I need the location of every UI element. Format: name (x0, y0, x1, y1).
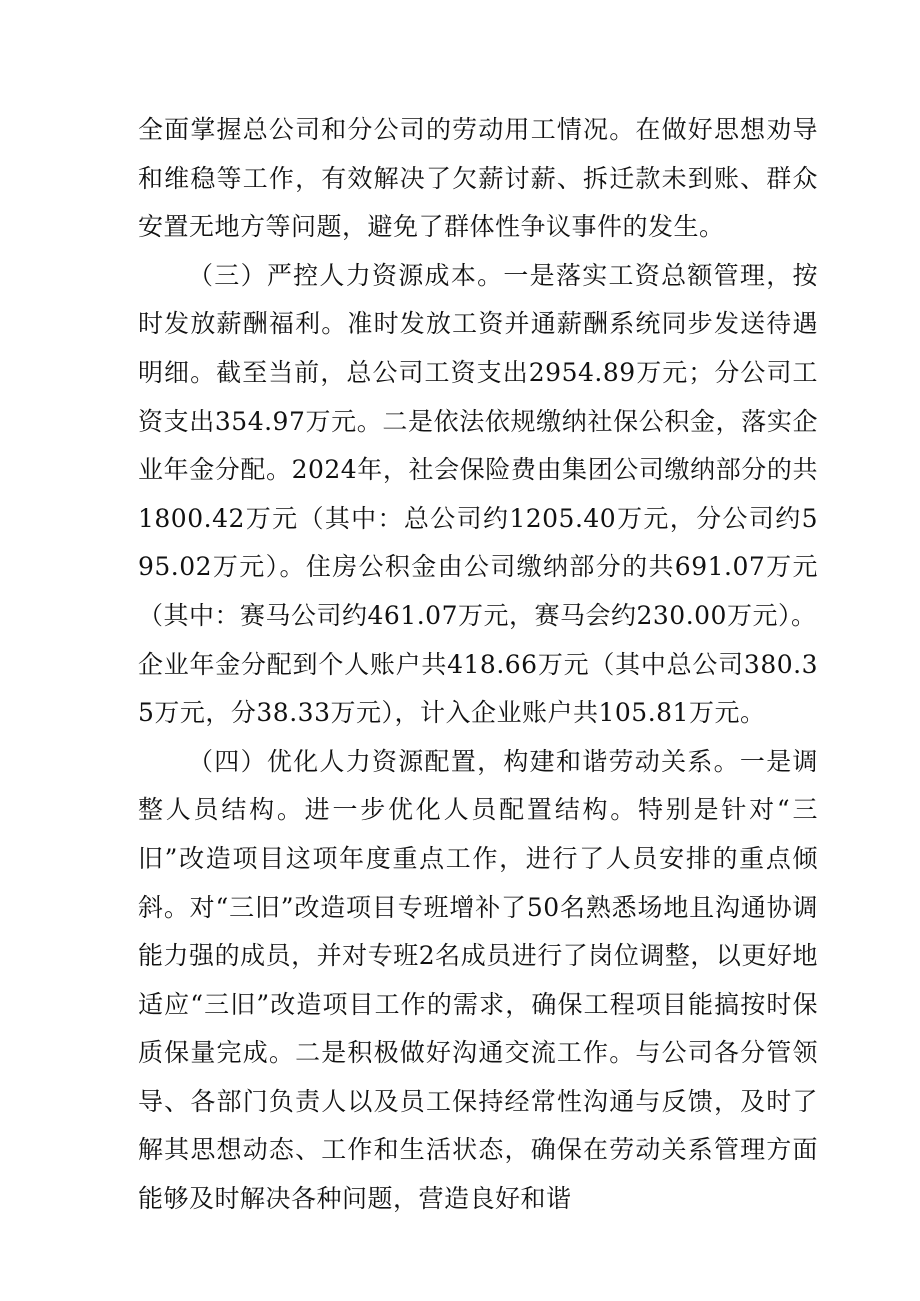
paragraph-section-four: （四）优化人力资源配置，构建和谐劳动关系。一是调整人员结构。进一步优化人员配置结构。特别是针对“三旧”改造项目这项年度重点工作，进行了人员安排的重点倾斜。对“三旧”改造项目专班增补了50名熟悉场地且沟通协调能力强的成员，并对专班2名成员进行了岗位调整，以更好地适应“三旧”改造项目工作的需求，确保工程项目能搞按时保质保量完成。二是积极做好沟通交流工作。与公司各分管领导、各部门负责人以及员工保持经常性沟通与反馈，及时了解其思想动态、工作和生活状态，确保在劳动关系管理方面能够及时解决各种问题，营造良好和谐 (138, 746, 818, 1214)
paragraph-enterprise-annuity: 企业年金分配到个人账户共418.66万元（其中总公司380.35万元，分38.33万元），计入企业账户共105.81万元。 (138, 649, 818, 728)
paragraph-section-three: （三）严控人力资源成本。一是落实工资总额管理，按时发放薪酬福利。准时发放工资并通薪酬系统同步发送待遇明细。截至当前，总公司工资支出2954.89万元；分公司工资支出354.97万元。二是依法依规缴纳社保公积金，落实企业年金分配。2024年，社会保险费由集团公司缴纳部分的共1800.42万元（其中：总公司约1205.40万元，分公司约595.02万元）。住房公积金由公司缴纳部分的共691.07万元（其中：赛马公司约461.07万元，赛马会约230.00万元）。 (138, 260, 818, 630)
paragraph-continuation: 全面掌握总公司和分公司的劳动用工情况。在做好思想劝导和维稳等工作，有效解决了欠薪讨薪、拆迁款未到账、群众安置无地方等问题，避免了群体性争议事件的发生。 (138, 115, 818, 242)
document-body (138, 106, 818, 1224)
